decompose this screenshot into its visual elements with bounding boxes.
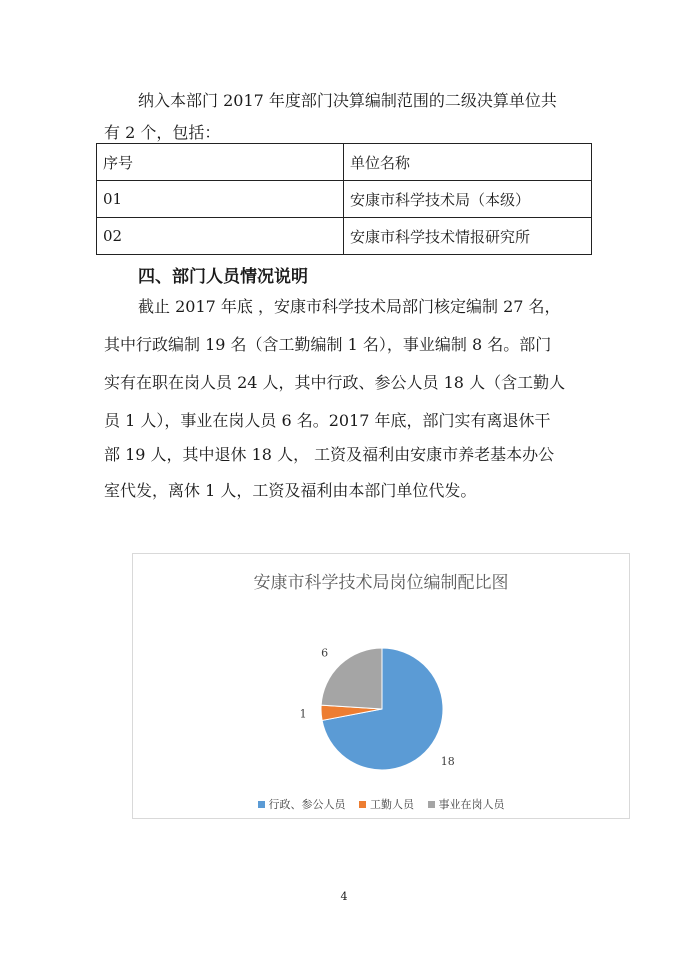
body-line: 部 19 人，其中退休 18 人， 工资及福利由安康市养老基本办公 — [104, 445, 555, 464]
units-table — [96, 143, 592, 255]
legend-swatch-gray — [428, 801, 435, 808]
body-line: 室代发，离休 1 人，工资及福利由本部门单位代发。 — [104, 481, 477, 500]
intro-line-2: 有 2 个，包括： — [104, 123, 221, 142]
body-line: 截止 2017 年底 ，安康市科学技术局部门核定编制 27 名， — [138, 297, 561, 316]
pie-chart — [132, 553, 630, 819]
pie-chart-svg — [133, 554, 631, 820]
table-cell: 02 — [97, 218, 344, 255]
table-header-cell: 单位名称 — [344, 144, 592, 181]
legend-item — [359, 796, 414, 812]
legend-swatch-orange — [359, 801, 366, 808]
intro-line-1: 纳入本部门 2017 年度部门决算编制范围的二级决算单位共 — [138, 91, 557, 110]
body-line: 实有在职在岗人员 24 人，其中行政、参公人员 18 人（含工勤人 — [104, 373, 566, 392]
pie-data-label: 6 — [321, 646, 329, 660]
legend-item — [428, 796, 505, 812]
body-line: 其中行政编制 19 名（含工勤编制 1 名），事业编制 8 名。部门 — [104, 335, 552, 354]
table-row — [97, 181, 592, 218]
pie-data-label: 1 — [299, 707, 307, 721]
legend-item — [258, 796, 346, 812]
body-line: 员 1 人），事业在岗人员 6 名。2017 年底，部门实有离退休干 — [104, 411, 551, 430]
section-heading: 四、部门人员情况说明 — [138, 267, 308, 287]
table-header-row — [97, 144, 592, 181]
legend-label: 行政、参公人员 — [268, 798, 346, 811]
pie-data-label: 18 — [440, 754, 455, 768]
table-cell: 01 — [97, 181, 344, 218]
chart-legend — [133, 796, 629, 812]
legend-label: 工勤人员 — [370, 798, 414, 811]
pie-slice — [321, 648, 382, 709]
chart-title: 安康市科学技术局岗位编制配比图 — [253, 573, 509, 593]
page-number: 4 — [340, 890, 348, 903]
legend-swatch-blue — [258, 801, 265, 808]
legend-label: 事业在岗人员 — [438, 798, 505, 811]
table-row — [97, 218, 592, 255]
table-header-cell: 序号 — [97, 144, 344, 181]
table-cell: 安康市科学技术情报研究所 — [344, 218, 592, 255]
table-cell: 安康市科学技术局（本级） — [344, 181, 592, 218]
